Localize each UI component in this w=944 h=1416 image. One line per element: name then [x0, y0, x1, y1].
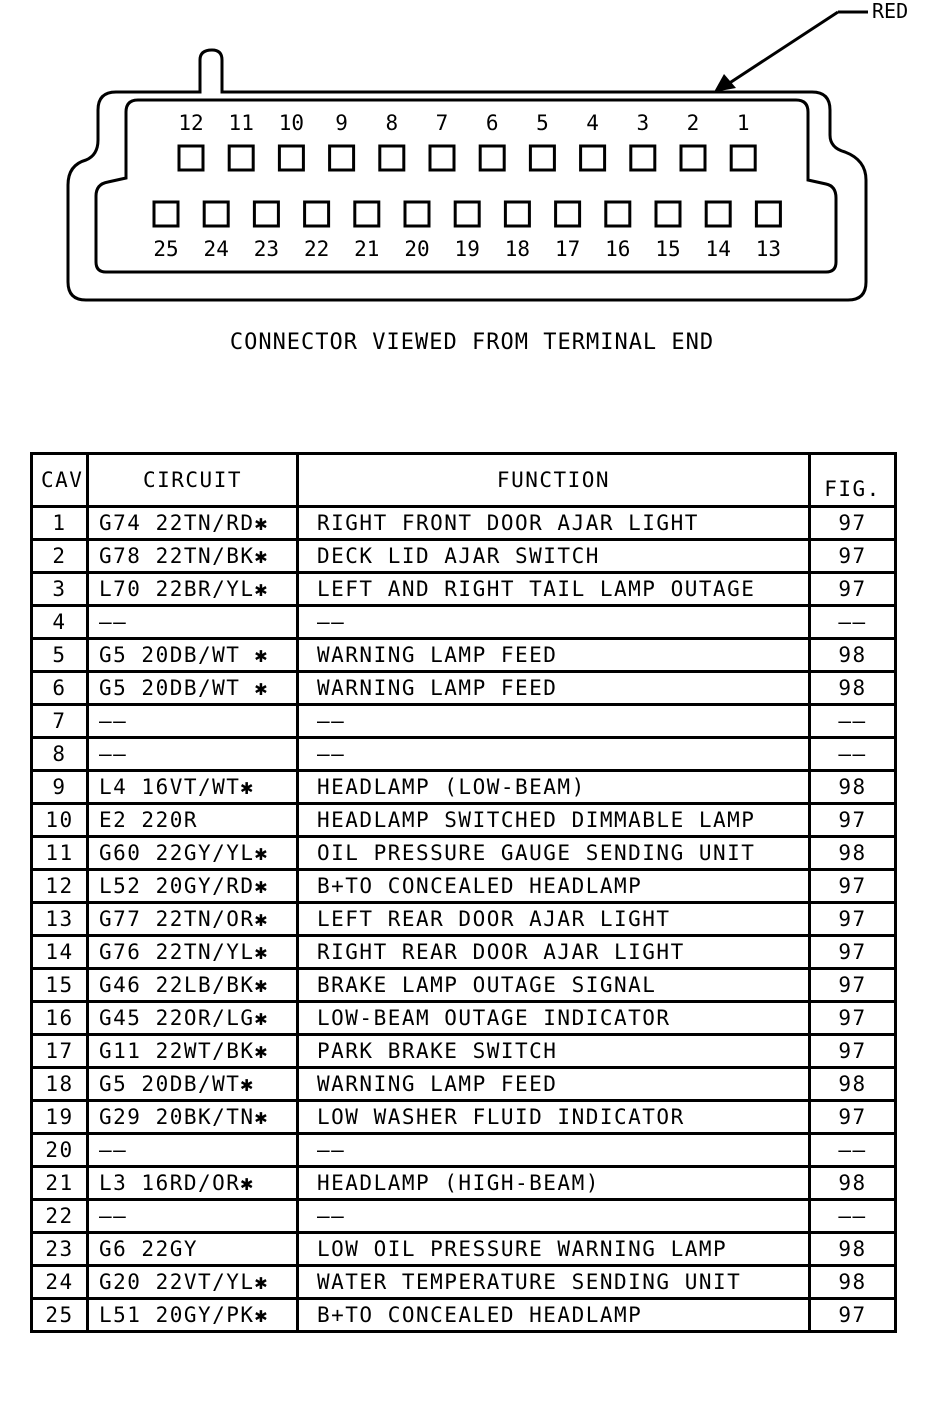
function-cell: ——	[298, 606, 810, 639]
function-cell: B+TO CONCEALED HEADLAMP	[298, 1299, 810, 1332]
cav-cell: 15	[32, 969, 88, 1002]
cavity-number: 18	[504, 237, 531, 261]
cav-cell: 14	[32, 936, 88, 969]
fig-cell: 97	[810, 573, 896, 606]
fig-cell: 98	[810, 672, 896, 705]
cavity-number: 17	[554, 237, 581, 261]
cavity-number: 7	[435, 111, 449, 135]
table-row	[32, 903, 896, 936]
cavity-terminal	[480, 146, 504, 170]
function-cell: HEADLAMP (HIGH-BEAM)	[298, 1167, 810, 1200]
circuit-cell: G5 20DB/WT ✱	[88, 672, 298, 705]
fig-cell: ——	[810, 606, 896, 639]
fig-cell: 97	[810, 870, 896, 903]
cav-cell: 16	[32, 1002, 88, 1035]
fig-cell: 98	[810, 1167, 896, 1200]
circuit-cell: L4 16VT/WT✱	[88, 771, 298, 804]
table-row	[32, 1035, 896, 1068]
cavity-number: 23	[253, 237, 280, 261]
function-cell: ——	[298, 738, 810, 771]
cav-cell: 7	[32, 705, 88, 738]
function-cell: RIGHT FRONT DOOR AJAR LIGHT	[298, 507, 810, 540]
cav-cell: 17	[32, 1035, 88, 1068]
function-cell: LOW OIL PRESSURE WARNING LAMP	[298, 1233, 810, 1266]
cavity-number: 22	[303, 237, 330, 261]
table-row	[32, 1200, 896, 1233]
table-row	[32, 870, 896, 903]
cavity-terminal	[229, 146, 253, 170]
cav-cell: 25	[32, 1299, 88, 1332]
cavity-number: 20	[404, 237, 430, 261]
function-cell: LEFT REAR DOOR AJAR LIGHT	[298, 903, 810, 936]
cavity-number: 1	[736, 111, 750, 135]
cavity-number: 15	[655, 237, 681, 261]
function-cell: RIGHT REAR DOOR AJAR LIGHT	[298, 936, 810, 969]
cavity-terminal	[355, 202, 379, 226]
table-row	[32, 1101, 896, 1134]
fig-cell: 97	[810, 507, 896, 540]
cavity-number: 6	[485, 111, 499, 135]
table-row	[32, 936, 896, 969]
table-row	[32, 771, 896, 804]
table-row	[32, 639, 896, 672]
circuit-cell: ——	[88, 738, 298, 771]
table-row	[32, 705, 896, 738]
function-cell: ——	[298, 1200, 810, 1233]
cavity-number: 12	[178, 111, 204, 135]
cavity-terminal	[606, 202, 630, 226]
table-row	[32, 1002, 896, 1035]
function-cell: WARNING LAMP FEED	[298, 639, 810, 672]
circuit-cell: G74 22TN/RD✱	[88, 507, 298, 540]
fig-cell: ——	[810, 705, 896, 738]
cav-cell: 8	[32, 738, 88, 771]
red-wire-label: RED	[872, 0, 909, 23]
cavity-terminal	[254, 202, 278, 226]
cav-cell: 2	[32, 540, 88, 573]
function-cell: DECK LID AJAR SWITCH	[298, 540, 810, 573]
cav-cell: 6	[32, 672, 88, 705]
cavity-number: 9	[335, 111, 348, 135]
fig-cell: 97	[810, 540, 896, 573]
cavity-number: 2	[686, 111, 700, 135]
fig-cell: 98	[810, 1266, 896, 1299]
table-row	[32, 1068, 896, 1101]
circuit-cell: G11 22WT/BK✱	[88, 1035, 298, 1068]
circuit-cell: G78 22TN/BK✱	[88, 540, 298, 573]
cavity-terminal	[405, 202, 429, 226]
circuit-cell: G46 22LB/BK✱	[88, 969, 298, 1002]
fig-cell: ——	[810, 1200, 896, 1233]
fig-cell: ——	[810, 1134, 896, 1167]
connector-diagram	[0, 0, 944, 320]
table-row	[32, 573, 896, 606]
circuit-cell: G76 22TN/YL✱	[88, 936, 298, 969]
cavity-number: 10	[278, 111, 305, 135]
table-row	[32, 804, 896, 837]
table-row	[32, 1299, 896, 1332]
fig-cell: 98	[810, 837, 896, 870]
table-header-row	[32, 454, 896, 507]
table-row	[32, 837, 896, 870]
cavity-terminal	[279, 146, 303, 170]
function-cell: WARNING LAMP FEED	[298, 1068, 810, 1101]
fig-cell: 98	[810, 1233, 896, 1266]
fig-cell: 97	[810, 1035, 896, 1068]
function-cell: ——	[298, 1134, 810, 1167]
table-row	[32, 738, 896, 771]
circuit-cell: ——	[88, 1200, 298, 1233]
function-cell: LEFT AND RIGHT TAIL LAMP OUTAGE	[298, 573, 810, 606]
cavity-terminal	[756, 202, 780, 226]
function-cell: PARK BRAKE SWITCH	[298, 1035, 810, 1068]
table-row	[32, 969, 896, 1002]
function-cell: ——	[298, 705, 810, 738]
cavity-number: 3	[636, 111, 650, 135]
table-row	[32, 1233, 896, 1266]
circuit-cell: ——	[88, 606, 298, 639]
function-cell: HEADLAMP SWITCHED DIMMABLE LAMP	[298, 804, 810, 837]
cav-cell: 22	[32, 1200, 88, 1233]
cavity-terminal	[706, 202, 730, 226]
function-cell: BRAKE LAMP OUTAGE SIGNAL	[298, 969, 810, 1002]
function-cell: OIL PRESSURE GAUGE SENDING UNIT	[298, 837, 810, 870]
circuit-cell: G20 22VT/YL✱	[88, 1266, 298, 1299]
function-cell: WARNING LAMP FEED	[298, 672, 810, 705]
cavity-terminal	[305, 202, 329, 226]
circuit-cell: L3 16RD/OR✱	[88, 1167, 298, 1200]
cav-cell: 20	[32, 1134, 88, 1167]
cavity-number: 21	[354, 237, 380, 261]
cav-cell: 21	[32, 1167, 88, 1200]
header-function: FUNCTION	[298, 454, 810, 507]
cavity-number: 8	[385, 111, 399, 135]
cavity-terminal	[530, 146, 554, 170]
cavity-number: 14	[705, 237, 731, 261]
circuit-cell: L52 20GY/RD✱	[88, 870, 298, 903]
circuit-cell: G5 20DB/WT✱	[88, 1068, 298, 1101]
connector-outer-housing	[68, 50, 866, 300]
fig-cell: 97	[810, 936, 896, 969]
cavity-number: 13	[755, 237, 782, 261]
function-cell: WATER TEMPERATURE SENDING UNIT	[298, 1266, 810, 1299]
cavity-terminal	[681, 146, 705, 170]
fig-cell: 97	[810, 804, 896, 837]
cav-cell: 9	[32, 771, 88, 804]
table-row	[32, 540, 896, 573]
cavity-terminal	[631, 146, 655, 170]
cavity-number: 5	[536, 111, 549, 135]
cavity-number: 16	[605, 237, 631, 261]
connector-caption: CONNECTOR VIEWED FROM TERMINAL END	[229, 330, 715, 355]
table-row	[32, 1167, 896, 1200]
cavity-terminal	[556, 202, 580, 226]
circuit-cell: L51 20GY/PK✱	[88, 1299, 298, 1332]
cavity-terminal	[179, 146, 203, 170]
fig-cell: 97	[810, 1101, 896, 1134]
table-row	[32, 1266, 896, 1299]
fig-cell: 97	[810, 1299, 896, 1332]
fig-cell: 97	[810, 1002, 896, 1035]
circuit-cell: G6 22GY	[88, 1233, 298, 1266]
circuit-cell: ——	[88, 705, 298, 738]
circuit-cell: L70 22BR/YL✱	[88, 573, 298, 606]
cavity-terminal	[656, 202, 680, 226]
cav-cell: 24	[32, 1266, 88, 1299]
table-row	[32, 606, 896, 639]
cav-cell: 10	[32, 804, 88, 837]
cavity-terminal	[581, 146, 605, 170]
header-fig: FIG.	[810, 454, 896, 507]
cav-cell: 19	[32, 1101, 88, 1134]
function-cell: B+TO CONCEALED HEADLAMP	[298, 870, 810, 903]
cav-cell: 11	[32, 837, 88, 870]
fig-cell: 97	[810, 903, 896, 936]
cavity-terminal	[455, 202, 479, 226]
top-row-cavities	[178, 111, 755, 170]
cavity-number: 25	[153, 237, 179, 261]
cavity-terminal	[330, 146, 354, 170]
fig-cell: 98	[810, 639, 896, 672]
cavity-terminal	[380, 146, 404, 170]
fig-cell: 98	[810, 1068, 896, 1101]
cavity-terminal	[204, 202, 228, 226]
table-row	[32, 1134, 896, 1167]
cav-cell: 1	[32, 507, 88, 540]
red-wire-callout	[714, 0, 908, 92]
cavity-number: 11	[228, 111, 254, 135]
cav-cell: 18	[32, 1068, 88, 1101]
circuit-cell: E2 220R	[88, 804, 298, 837]
table-row	[32, 672, 896, 705]
circuit-cell: ——	[88, 1134, 298, 1167]
cavity-terminal	[731, 146, 755, 170]
function-cell: LOW WASHER FLUID INDICATOR	[298, 1101, 810, 1134]
circuit-cell: G45 22OR/LG✱	[88, 1002, 298, 1035]
fig-cell: 97	[810, 969, 896, 1002]
circuit-cell: G5 20DB/WT ✱	[88, 639, 298, 672]
circuit-cell: G29 20BK/TN✱	[88, 1101, 298, 1134]
cav-cell: 4	[32, 606, 88, 639]
cavity-number: 4	[586, 111, 599, 135]
table-row	[32, 507, 896, 540]
fig-cell: ——	[810, 738, 896, 771]
circuit-cell: G60 22GY/YL✱	[88, 837, 298, 870]
header-cav: CAV	[32, 454, 88, 507]
pinout-table	[30, 452, 897, 1333]
cavity-number: 24	[203, 237, 229, 261]
cav-cell: 13	[32, 903, 88, 936]
cavity-number: 19	[454, 237, 480, 261]
function-cell: LOW-BEAM OUTAGE INDICATOR	[298, 1002, 810, 1035]
bottom-row-cavities	[153, 202, 781, 261]
cav-cell: 23	[32, 1233, 88, 1266]
cavity-terminal	[430, 146, 454, 170]
cavity-terminal	[154, 202, 178, 226]
fig-cell: 98	[810, 771, 896, 804]
circuit-cell: G77 22TN/OR✱	[88, 903, 298, 936]
cav-cell: 3	[32, 573, 88, 606]
cav-cell: 5	[32, 639, 88, 672]
cavity-terminal	[505, 202, 529, 226]
function-cell: HEADLAMP (LOW-BEAM)	[298, 771, 810, 804]
cav-cell: 12	[32, 870, 88, 903]
header-circuit: CIRCUIT	[88, 454, 298, 507]
